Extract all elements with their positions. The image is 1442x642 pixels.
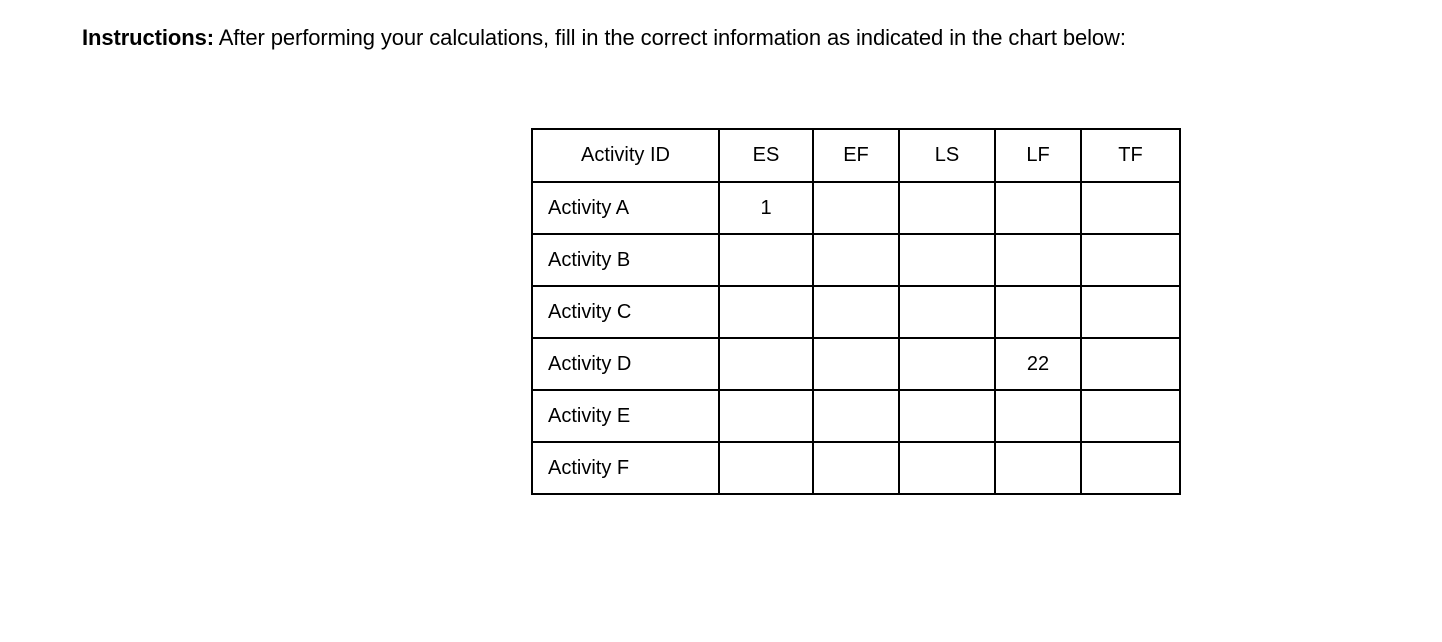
header-ef: EF: [813, 129, 899, 182]
cell-lf[interactable]: [995, 286, 1081, 338]
cell-ef[interactable]: [813, 182, 899, 234]
cell-ls[interactable]: [899, 234, 995, 286]
cell-tf[interactable]: [1081, 390, 1180, 442]
header-tf: TF: [1081, 129, 1180, 182]
table-row: [532, 182, 1180, 234]
cell-es[interactable]: 1: [719, 182, 813, 234]
cell-ef[interactable]: [813, 390, 899, 442]
row-label: Activity D: [532, 338, 719, 390]
cell-ls[interactable]: [899, 390, 995, 442]
cell-ef[interactable]: [813, 442, 899, 494]
cell-lf[interactable]: [995, 390, 1081, 442]
cell-ls[interactable]: [899, 182, 995, 234]
header-lf: LF: [995, 129, 1081, 182]
instructions-text: [82, 24, 1126, 52]
row-label: Activity E: [532, 390, 719, 442]
activity-chart: [531, 128, 1181, 495]
cell-tf[interactable]: [1081, 338, 1180, 390]
cell-ef[interactable]: [813, 338, 899, 390]
row-label: Activity A: [532, 182, 719, 234]
cell-lf[interactable]: [995, 442, 1081, 494]
cell-tf[interactable]: [1081, 442, 1180, 494]
cell-ef[interactable]: [813, 286, 899, 338]
table-row: [532, 234, 1180, 286]
instructions-label: Instructions:: [82, 25, 214, 50]
table-row: [532, 390, 1180, 442]
header-es: ES: [719, 129, 813, 182]
cell-lf[interactable]: 22: [995, 338, 1081, 390]
cell-ls[interactable]: [899, 286, 995, 338]
row-label: Activity C: [532, 286, 719, 338]
table-row: [532, 286, 1180, 338]
header-row: [532, 129, 1180, 182]
table-row: [532, 338, 1180, 390]
table-row: [532, 442, 1180, 494]
cell-ef[interactable]: [813, 234, 899, 286]
cell-lf[interactable]: [995, 234, 1081, 286]
row-label: Activity F: [532, 442, 719, 494]
cell-es[interactable]: [719, 286, 813, 338]
cell-ls[interactable]: [899, 442, 995, 494]
cell-es[interactable]: [719, 390, 813, 442]
header-ls: LS: [899, 129, 995, 182]
row-label: Activity B: [532, 234, 719, 286]
cell-tf[interactable]: [1081, 234, 1180, 286]
cell-ls[interactable]: [899, 338, 995, 390]
instructions-body: After performing your calculations, fill in the correct information as indicated in the chart below:: [213, 25, 1126, 50]
cell-tf[interactable]: [1081, 286, 1180, 338]
cell-lf[interactable]: [995, 182, 1081, 234]
cell-es[interactable]: [719, 442, 813, 494]
header-activity-id: Activity ID: [532, 129, 719, 182]
cell-es[interactable]: [719, 338, 813, 390]
cell-es[interactable]: [719, 234, 813, 286]
cell-tf[interactable]: [1081, 182, 1180, 234]
